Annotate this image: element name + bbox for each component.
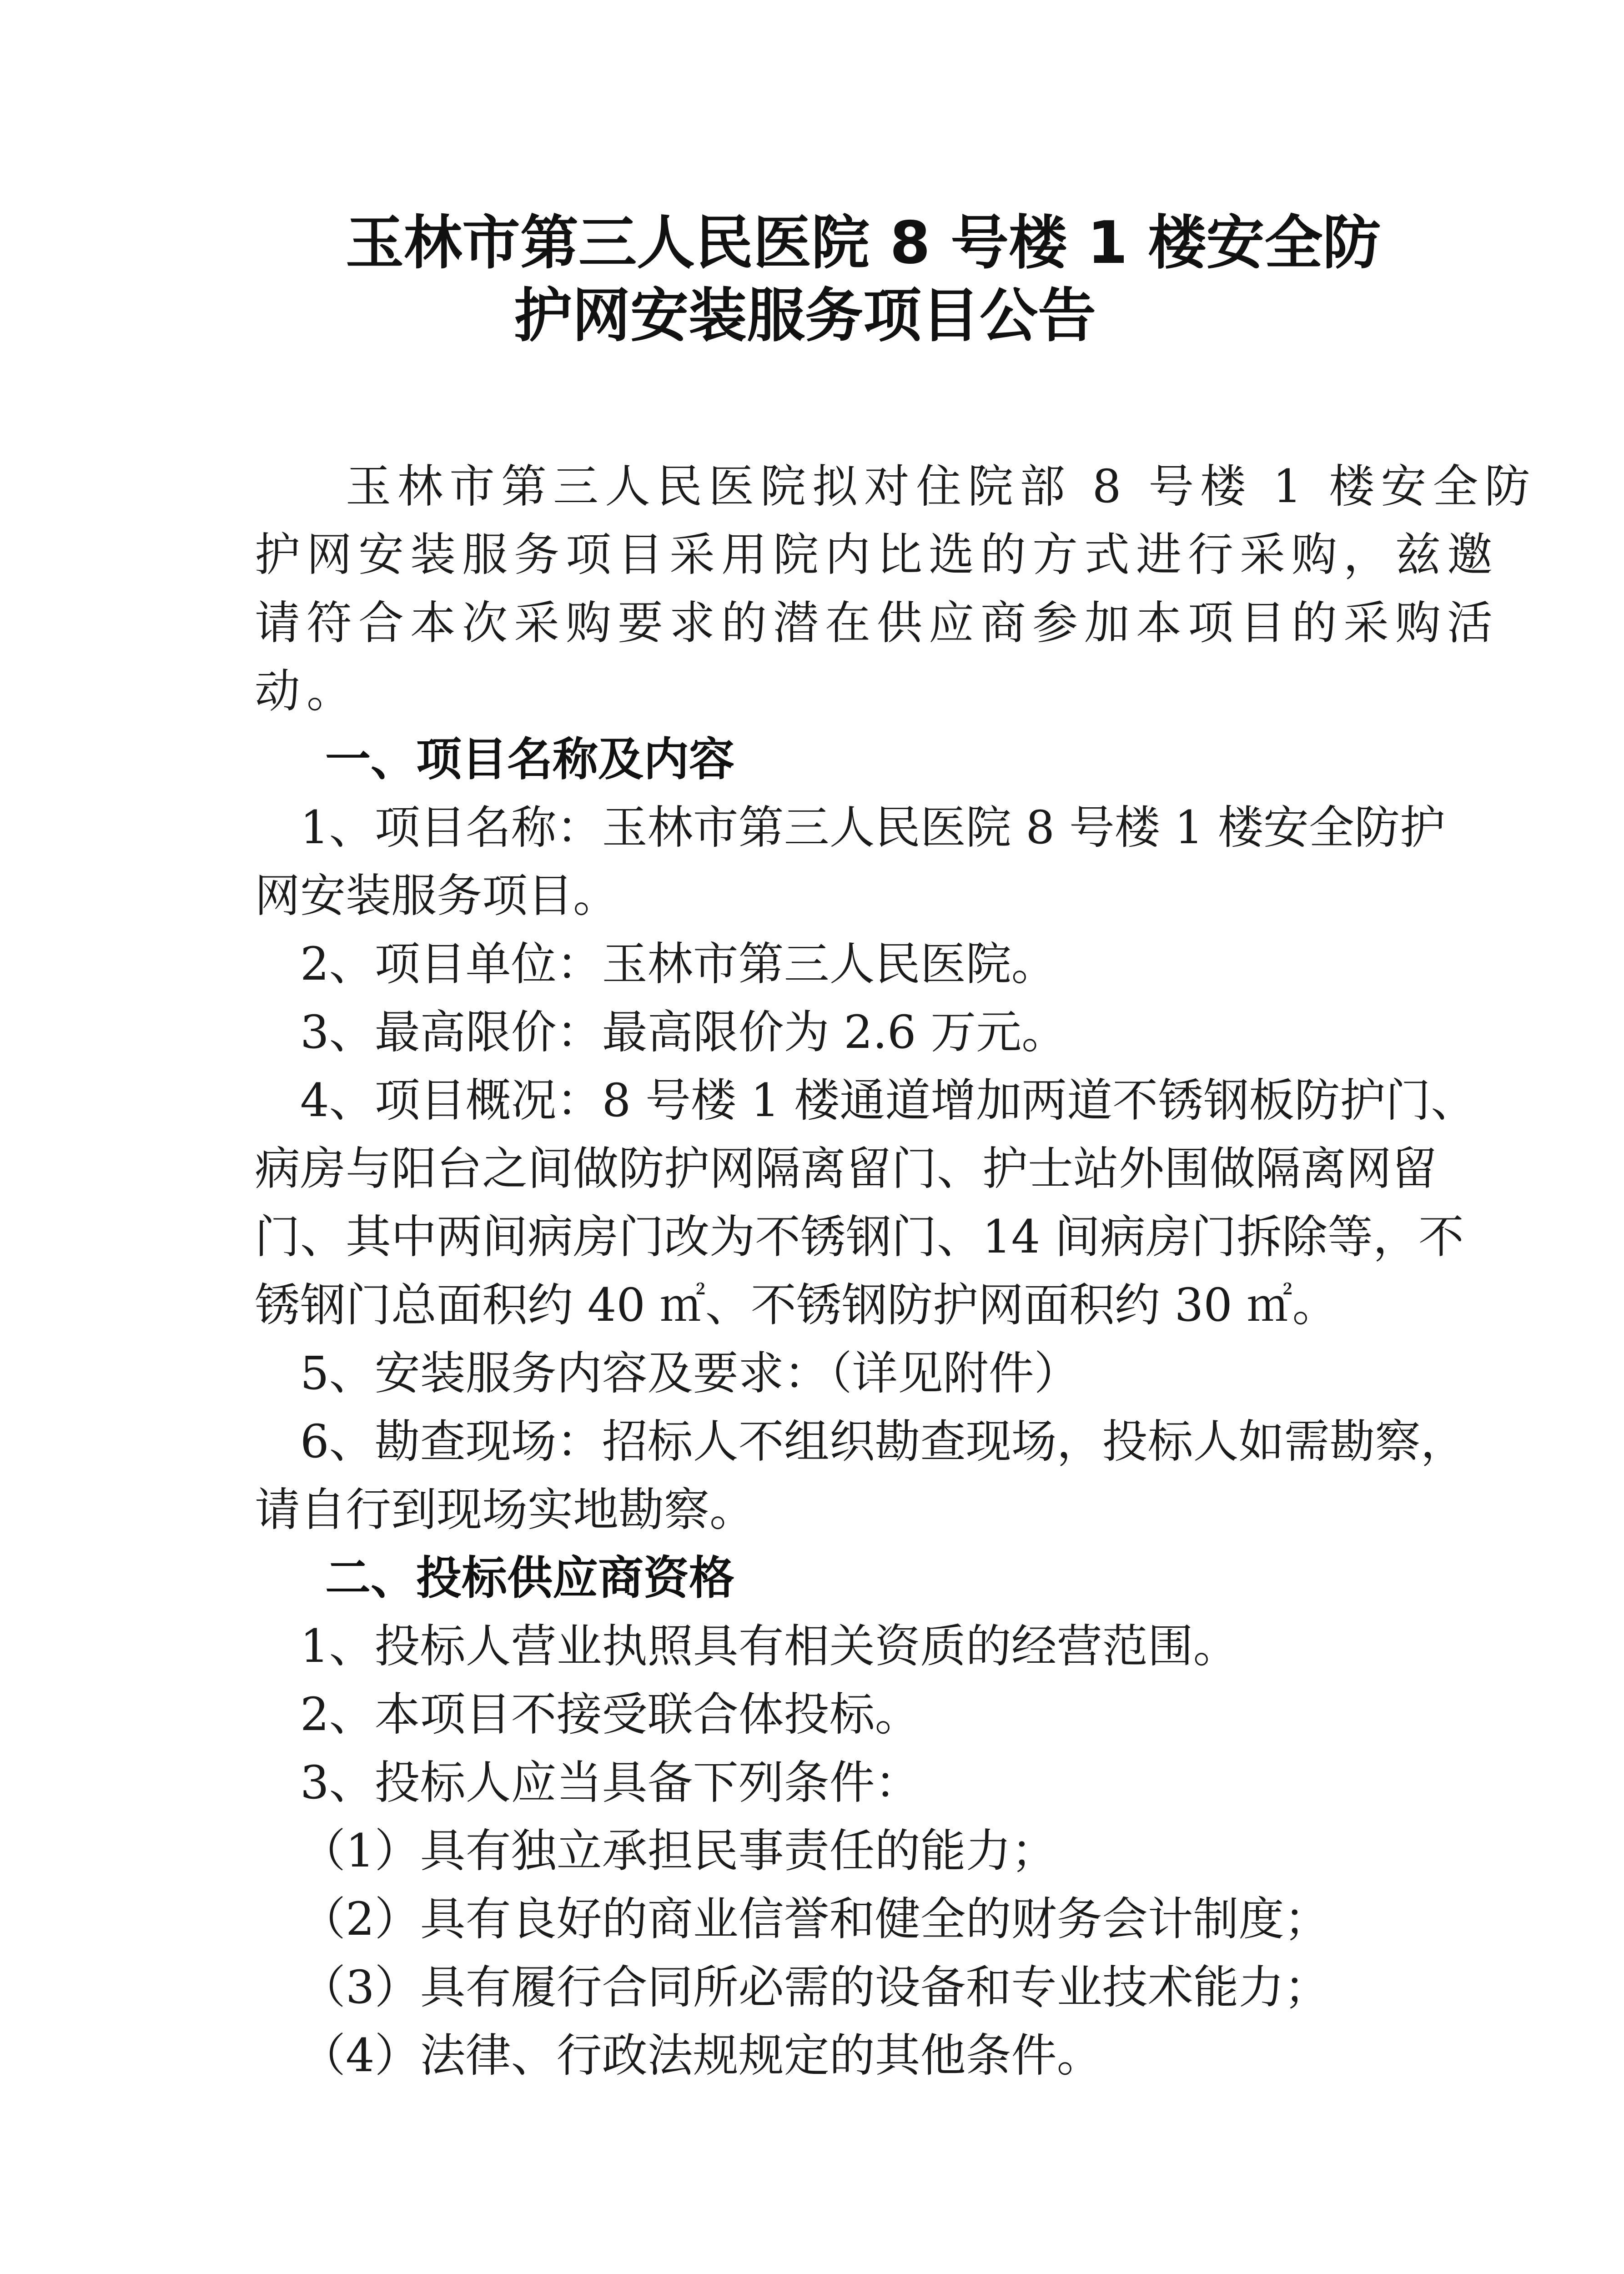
section-line: 2、本项目不接受联合体投标。	[300, 1688, 920, 1741]
section-line: 1、项目名称：玉林市第三人民医院 8 号楼 1 楼安全防护	[300, 801, 1446, 854]
section-line: 3、最高限价：最高限价为 2.6 万元。	[300, 1006, 1067, 1059]
section-heading: 二、投标供应商资格	[325, 1551, 734, 1605]
section-line: （1）具有独立承担民事责任的能力；	[300, 1824, 1057, 1877]
section-line: 6、勘查现场：招标人不组织勘查现场，投标人如需勘察，	[300, 1415, 1466, 1468]
intro-line: 护网安装服务项目采用院内比选的方式进行采购，兹邀	[255, 528, 1499, 581]
intro-line: 动。	[255, 664, 358, 718]
section-line: 请自行到现场实地勘察。	[255, 1483, 755, 1536]
intro-line: 玉林市第三人民医院拟对住院部 8 号楼 1 楼安全防	[346, 460, 1537, 513]
section-line: 1、投标人营业执照具有相关资质的经营范围。	[300, 1620, 1239, 1673]
section-line: 门、其中两间病房门改为不锈钢门、14 间病房门拆除等，不	[255, 1210, 1464, 1263]
section-line: 2、项目单位：玉林市第三人民医院。	[300, 937, 1057, 991]
intro-line: 请符合本次采购要求的潜在供应商参加本项目的采购活	[255, 596, 1499, 649]
section-line: 3、投标人应当具备下列条件：	[300, 1756, 920, 1809]
section-line: 5、安装服务内容及要求：（详见附件）	[300, 1347, 1080, 1400]
section-line: 4、项目概况：8 号楼 1 楼通道增加两道不锈钢板防护门、	[300, 1074, 1477, 1127]
section-line: 病房与阳台之间做防护网隔离留门、护士站外围做隔离网留	[255, 1142, 1437, 1195]
section-heading: 一、项目名称及内容	[325, 733, 734, 786]
document-title-line-1: 玉林市第三人民医院 8 号楼 1 楼安全防	[346, 209, 1381, 277]
section-line: （2）具有良好的商业信誉和健全的财务会计制度；	[300, 1892, 1330, 1946]
section-line: （4）法律、行政法规规定的其他条件。	[300, 2029, 1102, 2082]
section-line: 锈钢门总面积约 40 ㎡、不锈钢防护网面积约 30 ㎡。	[255, 1278, 1338, 1332]
section-line: （3）具有履行合同所必需的设备和专业技术能力；	[300, 1961, 1330, 2014]
document-title-line-2: 护网安装服务项目公告	[514, 282, 1096, 350]
section-line: 网安装服务项目。	[255, 869, 618, 922]
